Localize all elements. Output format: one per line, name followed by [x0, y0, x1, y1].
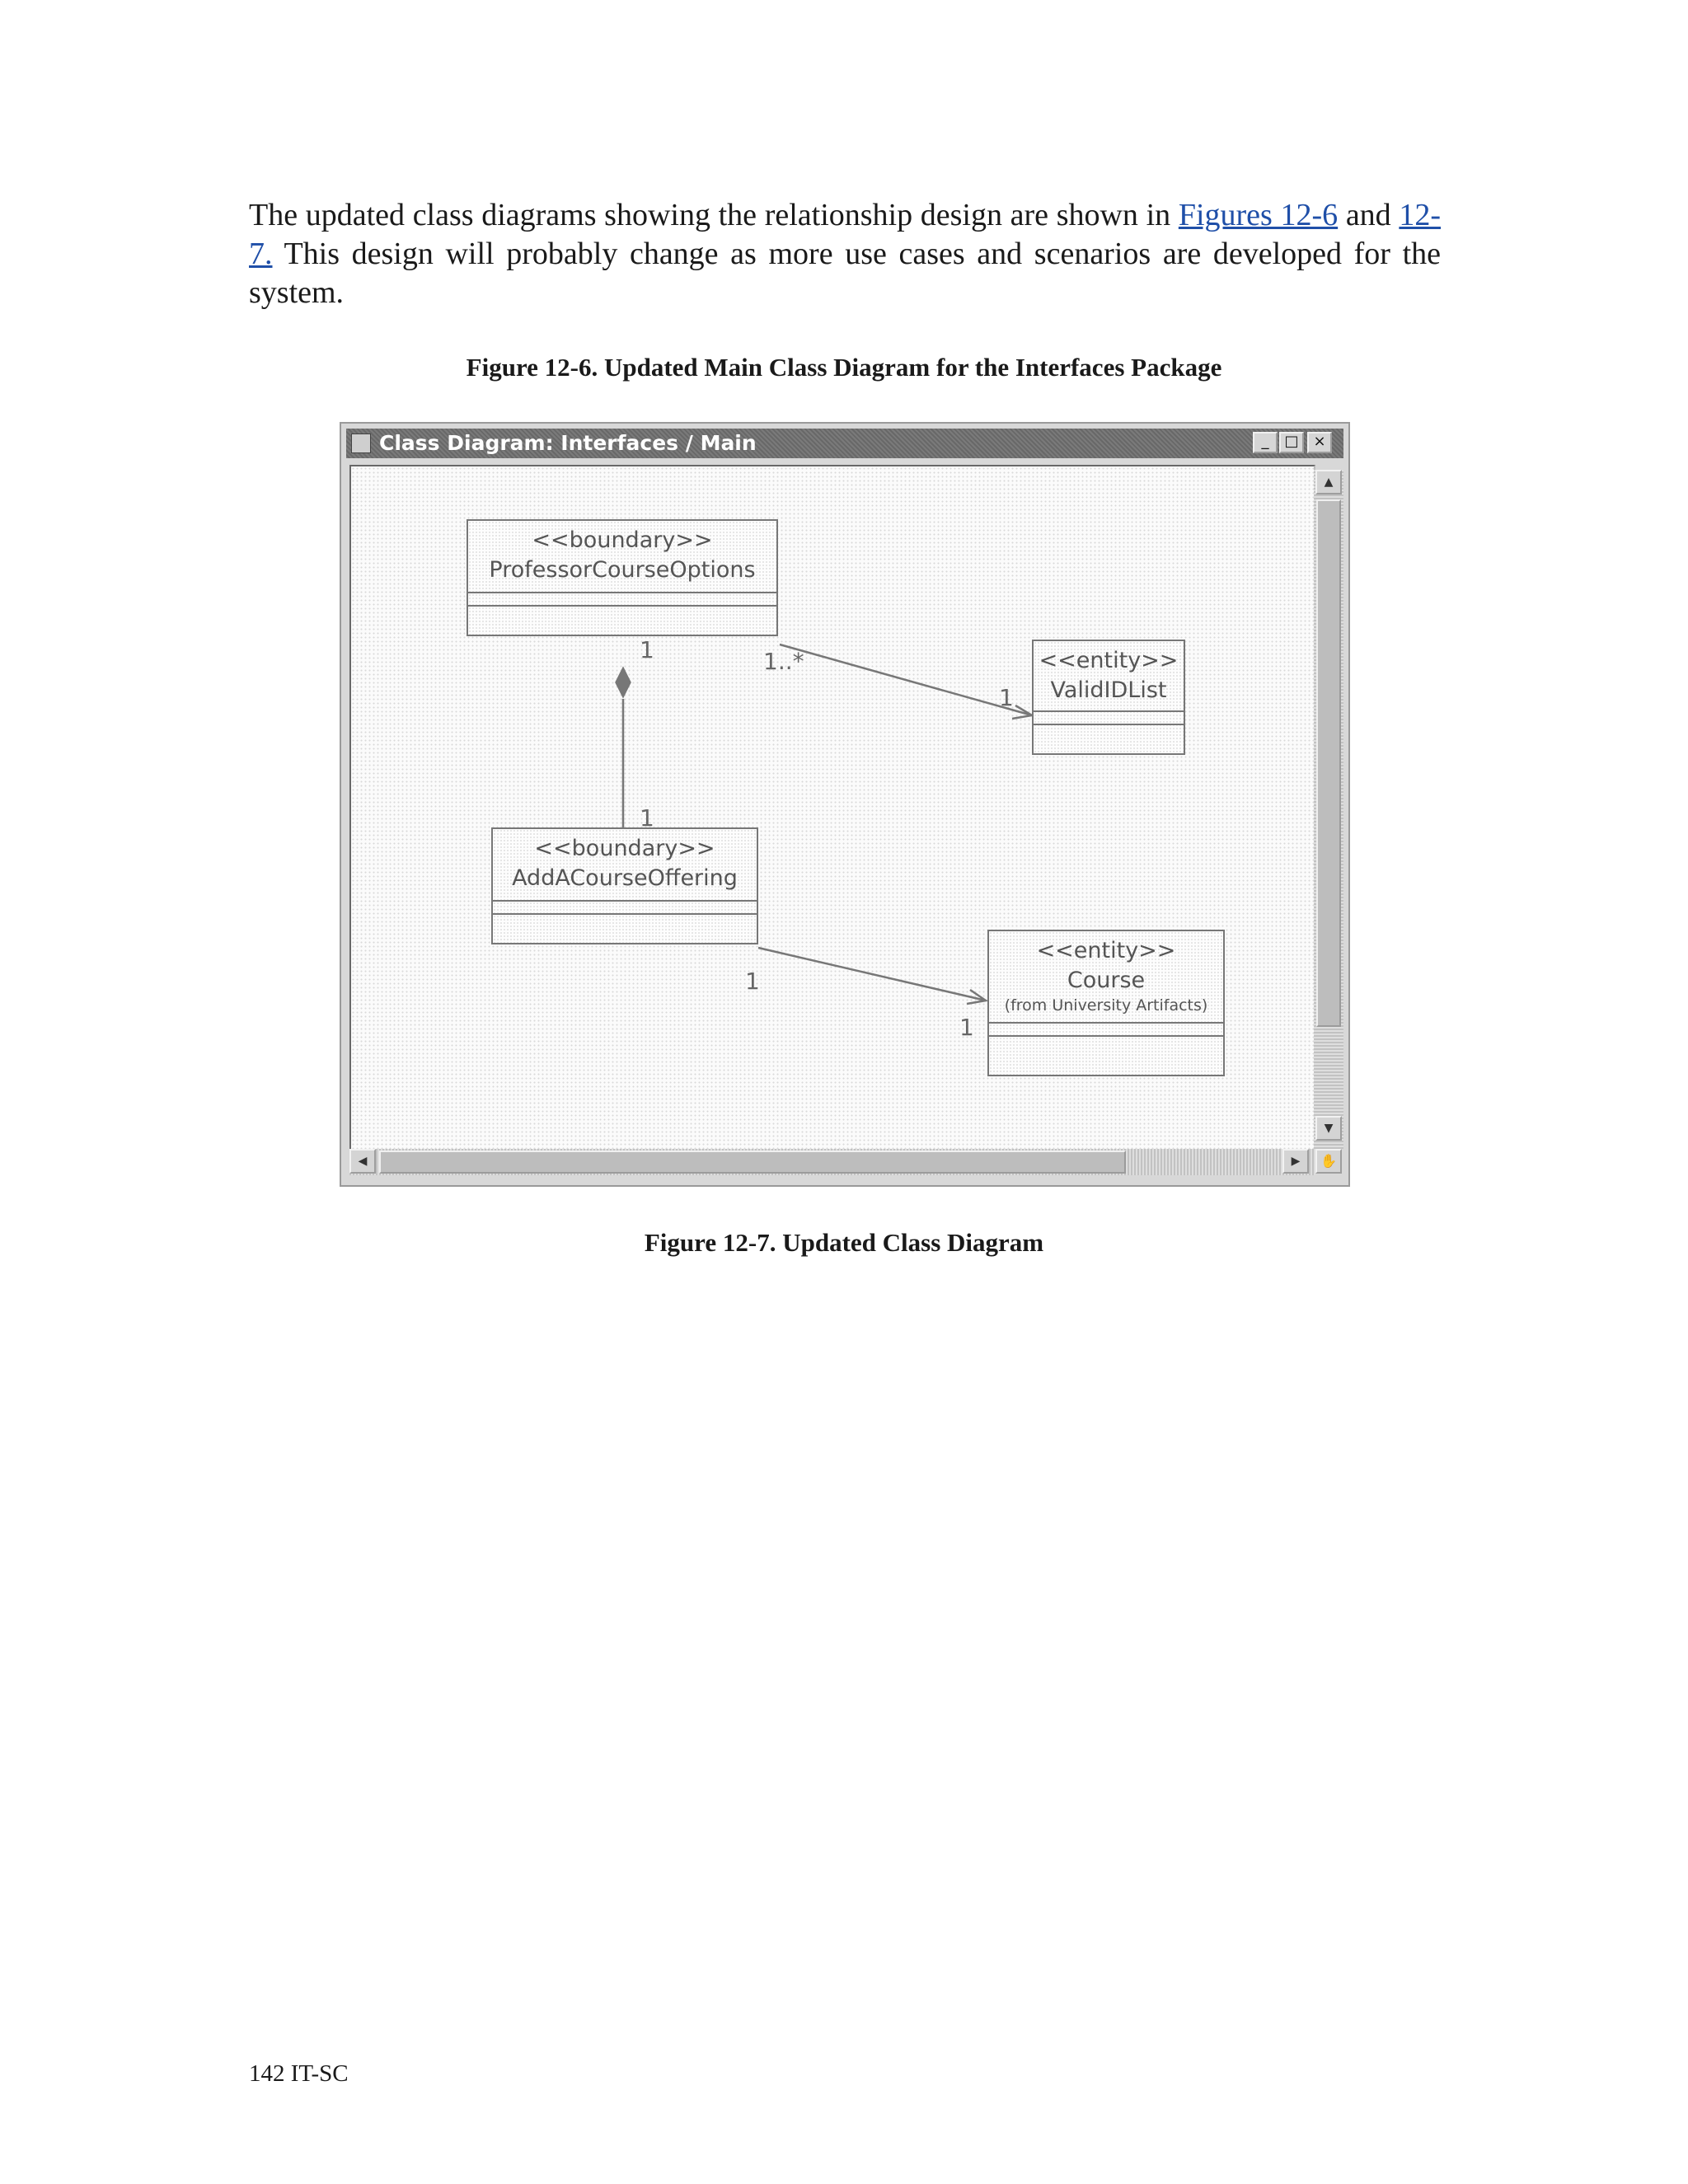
close-button[interactable]: ×: [1307, 432, 1332, 453]
multiplicity-label: 1: [745, 968, 760, 995]
scroll-right-icon[interactable]: ▶: [1282, 1149, 1309, 1174]
class-name: Course: [1067, 968, 1146, 993]
horizontal-scroll-thumb[interactable]: [379, 1151, 1126, 1174]
minimize-button[interactable]: _: [1253, 432, 1278, 453]
class-box-add-a-course-offering[interactable]: [491, 827, 758, 944]
scroll-down-icon[interactable]: ▼: [1315, 1116, 1342, 1141]
class-diagram-window: [340, 422, 1350, 1187]
window-titlebar[interactable]: [346, 429, 1343, 458]
class-stereotype: <<boundary>>: [532, 527, 713, 553]
attributes-compartment: [493, 900, 757, 913]
operations-compartment: [989, 1035, 1223, 1048]
window-title: Class Diagram: Interfaces / Main: [379, 431, 757, 455]
multiplicity-label: 1: [959, 1014, 974, 1041]
vertical-scroll-thumb[interactable]: [1316, 499, 1341, 1027]
figures-12-6-link[interactable]: Figures 12-6: [1178, 198, 1339, 232]
paragraph-text-3: This design will probably change as more use cases and scenarios are developed for the system.: [249, 237, 1441, 310]
scroll-up-icon[interactable]: ▲: [1315, 470, 1342, 494]
multiplicity-label: 1: [640, 804, 654, 832]
attributes-compartment: [468, 592, 776, 605]
page-footer: 142 IT-SC: [249, 2060, 349, 2087]
multiplicity-label: 1: [999, 684, 1014, 711]
class-box-professor-course-options[interactable]: [467, 519, 778, 636]
diagram-canvas[interactable]: [349, 465, 1315, 1151]
multiplicity-label: 1: [640, 636, 654, 663]
paragraph-text-1: The updated class diagrams showing the relationship design are shown in: [249, 198, 1179, 232]
intro-paragraph: [249, 196, 1441, 312]
hand-grab-icon[interactable]: ✋: [1315, 1149, 1342, 1174]
window-menu-icon[interactable]: [351, 434, 371, 453]
attributes-compartment: [989, 1022, 1223, 1035]
association-line-course: [758, 948, 986, 1001]
class-box-course[interactable]: [987, 930, 1225, 1076]
operations-compartment: [493, 913, 757, 926]
class-name: ProfessorCourseOptions: [489, 557, 756, 583]
operations-compartment: [468, 605, 776, 618]
maximize-button[interactable]: □: [1279, 432, 1304, 453]
multiplicity-label: 1..*: [763, 648, 804, 675]
operations-compartment: [1034, 724, 1184, 737]
class-name: ValidIDList: [1050, 677, 1167, 703]
composition-diamond: [616, 668, 631, 697]
class-name: AddACourseOffering: [512, 865, 738, 891]
class-stereotype: <<entity>>: [1039, 648, 1179, 673]
attributes-compartment: [1034, 710, 1184, 724]
figure-12-7-link[interactable]: 12-7.: [249, 198, 1442, 271]
class-stereotype: <<boundary>>: [534, 836, 715, 861]
class-origin-note: (from University Artifacts): [1004, 996, 1208, 1015]
scroll-left-icon[interactable]: ◀: [349, 1149, 376, 1174]
paragraph-text-2: and: [1338, 198, 1400, 232]
association-line-valid: [780, 644, 1032, 715]
class-box-valid-id-list[interactable]: [1032, 640, 1185, 755]
class-stereotype: <<entity>>: [1036, 938, 1176, 963]
figure-12-6-caption: Figure 12-6. Updated Main Class Diagram for the Interfaces Package: [466, 353, 1222, 382]
figure-12-7-caption: Figure 12-7. Updated Class Diagram: [644, 1228, 1044, 1257]
